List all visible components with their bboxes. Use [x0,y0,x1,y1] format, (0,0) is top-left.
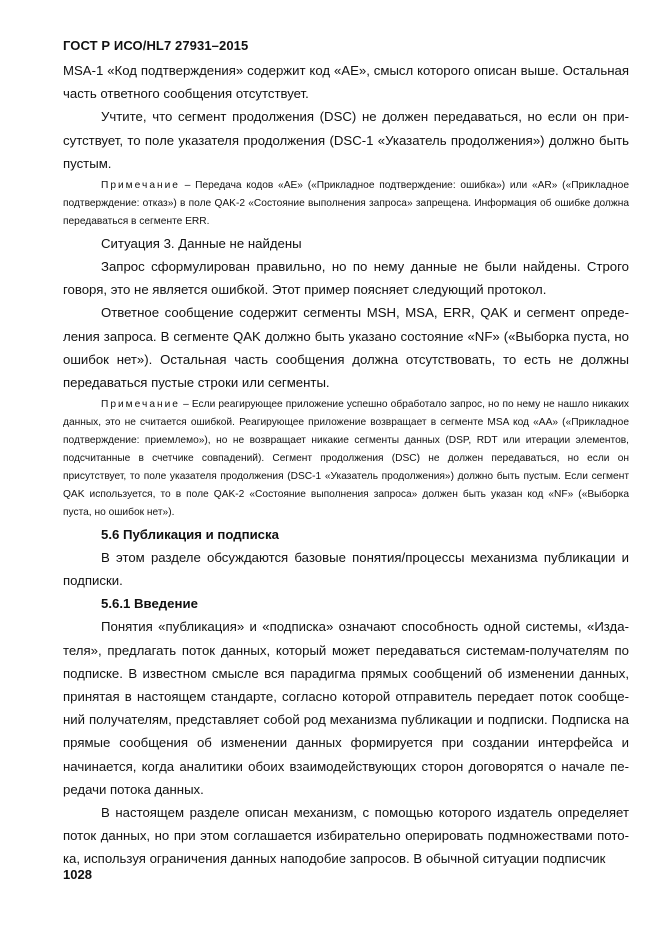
note-text: – Если реагирующее приложение успешно обработало запрос, но по нему не нашло никаких данных, это не считается ошибкой. Реагирующее приложение возвращает в сегменте MSA код «AA» («Прикладное подтверждение: приемлемо»), но не возвращает никакие сегменты данных (DSP, RDT или итерации элементов, подсчитанные в счетчике совпадений). Сегмент продолжения (DSC) не должен передаваться, но если он присутствует, то поле указателя продолжения (DSC-1 «Указатель продолжения») должно быть пустым. Если сегмент QAK используется, то в поле QAK-2 «Состояние выполнения запроса» должен быть указан код «NF» («Выборка пуста, но ошибок нет»). [63,399,629,518]
document-body [63,59,629,871]
note-text: – Передача кодов «AE» («Прикладное подтверждение: ошибка») или «AR» («Прикладное подтверждение: отказ») в поле QAK-2 «Состояние выполнения запроса» запрещена. Информация об ошибке должна передаваться в сегменте ERR. [63,180,629,227]
paragraph-mechanism: В настоящем разделе описан механизм, с помощью которого издатель определяет поток данных, но при этом соглашается избирательно оперировать подмножествами потока, используя ограничения данных наподобие запросов. В обычной ситуации подписчик [63,804,629,867]
paragraph-dsc-note: Учтите, что сегмент продолжения (DSC) не должен передаваться, но если он присутствует, то поле указателя продолжения (DSC-1 «Указатель продолжения») должно быть пустым. [63,109,629,171]
paragraph-section-intro: В этом разделе обсуждаются базовые понятия/процессы механизма публикации и подписки. [63,549,629,588]
note-no-data [63,396,629,521]
paragraph-response-segments: Ответное сообщение содержит сегменты MSH, MSA, ERR, QAK и сегмент определения запроса. В сегменте QAK должно быть указано состояние «NF» («Выборка пуста, но ошибок нет»). Остальная часть сообщения должна отсутствовать, то есть не должны передаваться пустые строки или сегменты. [63,305,629,390]
paragraph-situation-3: Ситуация 3. Данные не найдены [101,235,302,251]
note-error-codes [63,177,629,231]
note-label: Примечание [101,399,180,411]
paragraph-query-no-data: Запрос сформулирован правильно, но по нему данные не были найдены. Строго говоря, это не является ошибкой. Этот пример поясняет следующий протокол. [63,258,629,298]
note-label: Примечание [101,180,180,192]
paragraph-msa-ack-code: MSA-1 «Код подтверждения» содержит код «AE», смысл которого описан выше. Остальная часть ответного сообщения отсутствует. [63,63,629,102]
section-heading-5-6: 5.6 Публикация и подписка [101,526,279,542]
page-number: 1028 [63,867,92,882]
paragraph-publish-subscribe-concepts: Понятия «публикация» и «подписка» означают способность одной системы, «Издателя», предлагать поток данных, который может передаваться системам-получателям по подписке. В известном смысле вся парадигма прямых сообщений об изменении данных, принятая в настоящем стандарте, согласно которой отправитель передает поток сообщений получателям, представляет собой род механизма публикации и подписки. Подписка на прямые сообщения об изменении данных формируется при создании интерфейса и начинается, когда аналитики обоих взаимодействующих сторон договорятся о начале передачи потока данных. [63,619,629,797]
document-header: ГОСТ Р ИСО/HL7 27931–2015 [63,38,249,53]
section-heading-5-6-1: 5.6.1 Введение [101,596,198,612]
